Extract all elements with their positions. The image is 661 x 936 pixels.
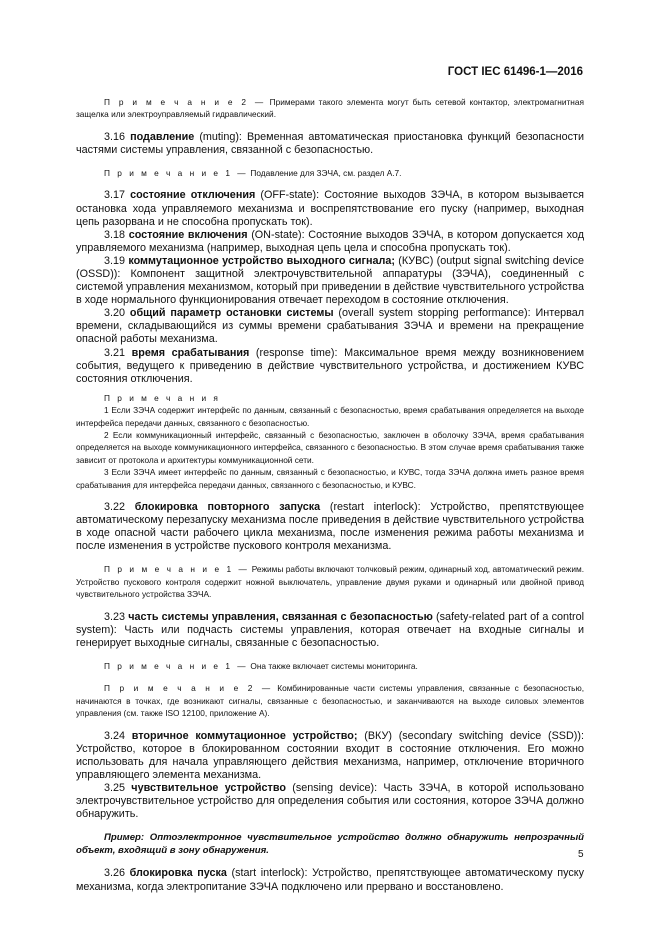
definition-3-20: [76, 307, 584, 346]
definition-3-18: [76, 229, 584, 255]
definition-3-25: [76, 782, 584, 821]
note-3-23-1: [76, 660, 584, 672]
note-item-2: 2 Если коммуникационный интерфейс, связанный с безопасностью, заключен в оболочку ЗЭЧА, время срабатывания определяется на выходе коммуникационного интерфейса, связанного с безопасностью. В этом случае время срабатывания также зависит от протокола и архитектуры коммуникационной сети.: [76, 430, 584, 465]
term: чувствительное устройство: [131, 781, 286, 794]
clause-number: 3.18: [104, 228, 129, 241]
term: вторичное коммутационное устройство;: [131, 729, 358, 742]
note-item-3: 3 Если ЗЭЧА имеет интерфейс по данным, связанный с безопасностью, и КУВС, тогда ЗЭЧА должна иметь разное время срабатывания для интерфейса передачи данных, связанного с безопасностью, и КУВС.: [76, 467, 584, 490]
term: блокировка пуска: [129, 867, 227, 880]
notes-heading: [76, 392, 584, 404]
document-header: ГОСТ IEC 61496-1—2016: [447, 66, 583, 78]
term: коммутационное устройство выходного сигнала;: [128, 254, 395, 267]
clause-number: 3.17: [104, 189, 131, 202]
definition-3-21: [76, 347, 584, 386]
term: блокировка повторного запуска: [134, 501, 321, 514]
note-2: [76, 96, 584, 121]
note-text: Режимы работы включают толчковый режим, одинарный ход, автоматический режим. Устройство пускового контроля содержит ножной выключатель, управление двумя руками и одинарный или двойной привод чувствительного устройства ЗЭЧА.: [76, 564, 585, 600]
definition-text: (sensing device): Часть ЗЭЧА, в которой использовано электрочувствительное устройство для определения события или состояния, которое ЗЭЧА должно обнаружить.: [76, 781, 584, 821]
note-text: Комбинированные части системы управления, связанные с безопасностью, начинаются в точках, где возникают сигналы, связанные с безопасностью, и заканчиваются на выходе силовых элементов управления (см. также ISO 12100, приложение А).: [76, 683, 584, 719]
note-label: П р и м е ч а н и е 1 —: [104, 660, 249, 671]
definition-text: (ВКУ) (secondary switching device (SSD)): Устройство, которое в блокированном состоянии входит в состояние отключения. Его можно использовать для начала управляющего действия механизма, например, отключение вторичного управляющего элемента механизма.: [76, 729, 584, 781]
definition-3-16: [76, 131, 584, 157]
note-label: П р и м е ч а н и е 1 —: [104, 168, 249, 178]
definition-3-23: [76, 611, 584, 650]
term: состояние включения: [128, 228, 248, 241]
note-text: Подавление для ЗЭЧА, см. раздел А.7.: [248, 168, 402, 178]
term: время срабатывания: [131, 346, 250, 359]
definition-3-24: [76, 730, 584, 782]
note-label: П р и м е ч а н и е 1 —: [104, 564, 250, 575]
page-number: 5: [578, 849, 584, 860]
term: состояние отключения: [130, 189, 256, 202]
definition-text: (ON-state): Состояние выходов ЗЭЧА, в котором допускается ход управляемого механизма (например, выходная цепь цела и способна пропускать ток).: [76, 228, 584, 254]
note-3-16: [76, 167, 584, 179]
clause-number: 3.24: [104, 729, 132, 742]
definition-text: (response time): Максимальное время между возникновением события, ведущего к приведению в действие чувствительного устройства, и достижением КУВС состояния отключения.: [76, 346, 584, 385]
note-text: Она также включает системы мониторинга.: [248, 660, 418, 671]
note-label: П р и м е ч а н и е 2 —: [104, 97, 266, 107]
note-3-22: [76, 563, 584, 600]
clause-number: 3.21: [104, 346, 132, 359]
definition-text: (КУВС) (output signal switching device (OSSD)): Компонент защитной электрочувствительной аппаратуры (ЗЭЧА), соединенный с системой управления механизмом, который при приведении в действие чувствительного устройства в ходе нормального функционирования отвечает переходом в состояние отключения.: [76, 254, 584, 307]
definition-text: (restart interlock): Устройство, препятствующее автоматическому перезапуску механизма после приведения в действие чувствительного устройства в ходе опасной части рабочего цикла механизма, после изменения режима работы механизма и после изменения в устройстве пускового контроля механизма.: [76, 501, 585, 553]
definition-text: (safety-related part of a control system): Часть или подчасть системы управления, которая отвечает на входные сигналы и генерирует выходные сигналы, связанные с безопасностью.: [76, 610, 584, 649]
clause-number: 3.16: [104, 130, 131, 143]
note-text: Примерами такого элемента могут быть сетевой контактор, электромагнитная защелка или электроуправляемый гидравлический.: [76, 97, 584, 120]
note-label: П р и м е ч а н и я: [104, 392, 221, 403]
clause-number: 3.26: [104, 867, 130, 880]
page-content: [76, 96, 584, 894]
note-item-1: 1 Если ЗЭЧА содержит интерфейс по данным, связанный с безопасностью, время срабатывания определяется на выходе интерфейса передачи данных, связанного с безопасностью.: [76, 405, 584, 428]
clause-number: 3.22: [104, 501, 135, 514]
note-label: П р и м е ч а н и е 2 —: [104, 683, 273, 694]
clause-number: 3.25: [104, 781, 132, 794]
clause-number: 3.23: [104, 610, 129, 623]
term: часть системы управления, связанная с безопасностью: [128, 610, 433, 623]
definition-text: (overall system stopping performance): Интервал времени, складывающийся из суммы времени срабатывания ЗЭЧА и времени на прекращение опасной работы механизма.: [76, 307, 584, 346]
definition-text: (start interlock): Устройство, препятствующее автоматическому пуску механизма, когда электропитание ЗЭЧА подключено или прервано и восстановлено.: [76, 867, 584, 893]
definition-3-22: [76, 501, 584, 553]
definition-3-17: [76, 189, 584, 228]
definition-3-19: [76, 255, 584, 307]
clause-number: 3.19: [104, 254, 129, 267]
term: общий параметр остановки системы: [129, 307, 334, 320]
clause-number: 3.20: [104, 307, 130, 320]
definition-3-26: [76, 867, 584, 893]
term: подавление: [130, 130, 195, 143]
note-3-23-2: [76, 682, 584, 719]
definition-text: (OFF-state): Состояние выходов ЗЭЧА, в котором вызывается остановка хода управляемого механизма и воспрепятствование его пуску (например, выходная цепь разорвана и не способна пропускать ток).: [76, 189, 584, 228]
definition-text: (muting): Временная автоматическая приостановка функций безопасности частями системы управления, связанной с безопасностью.: [76, 130, 585, 156]
example-text: Пример: Оптоэлектронное чувствительное устройство должно обнаружить непрозрачный объект, входящий в зону обнаружения.: [76, 832, 584, 857]
